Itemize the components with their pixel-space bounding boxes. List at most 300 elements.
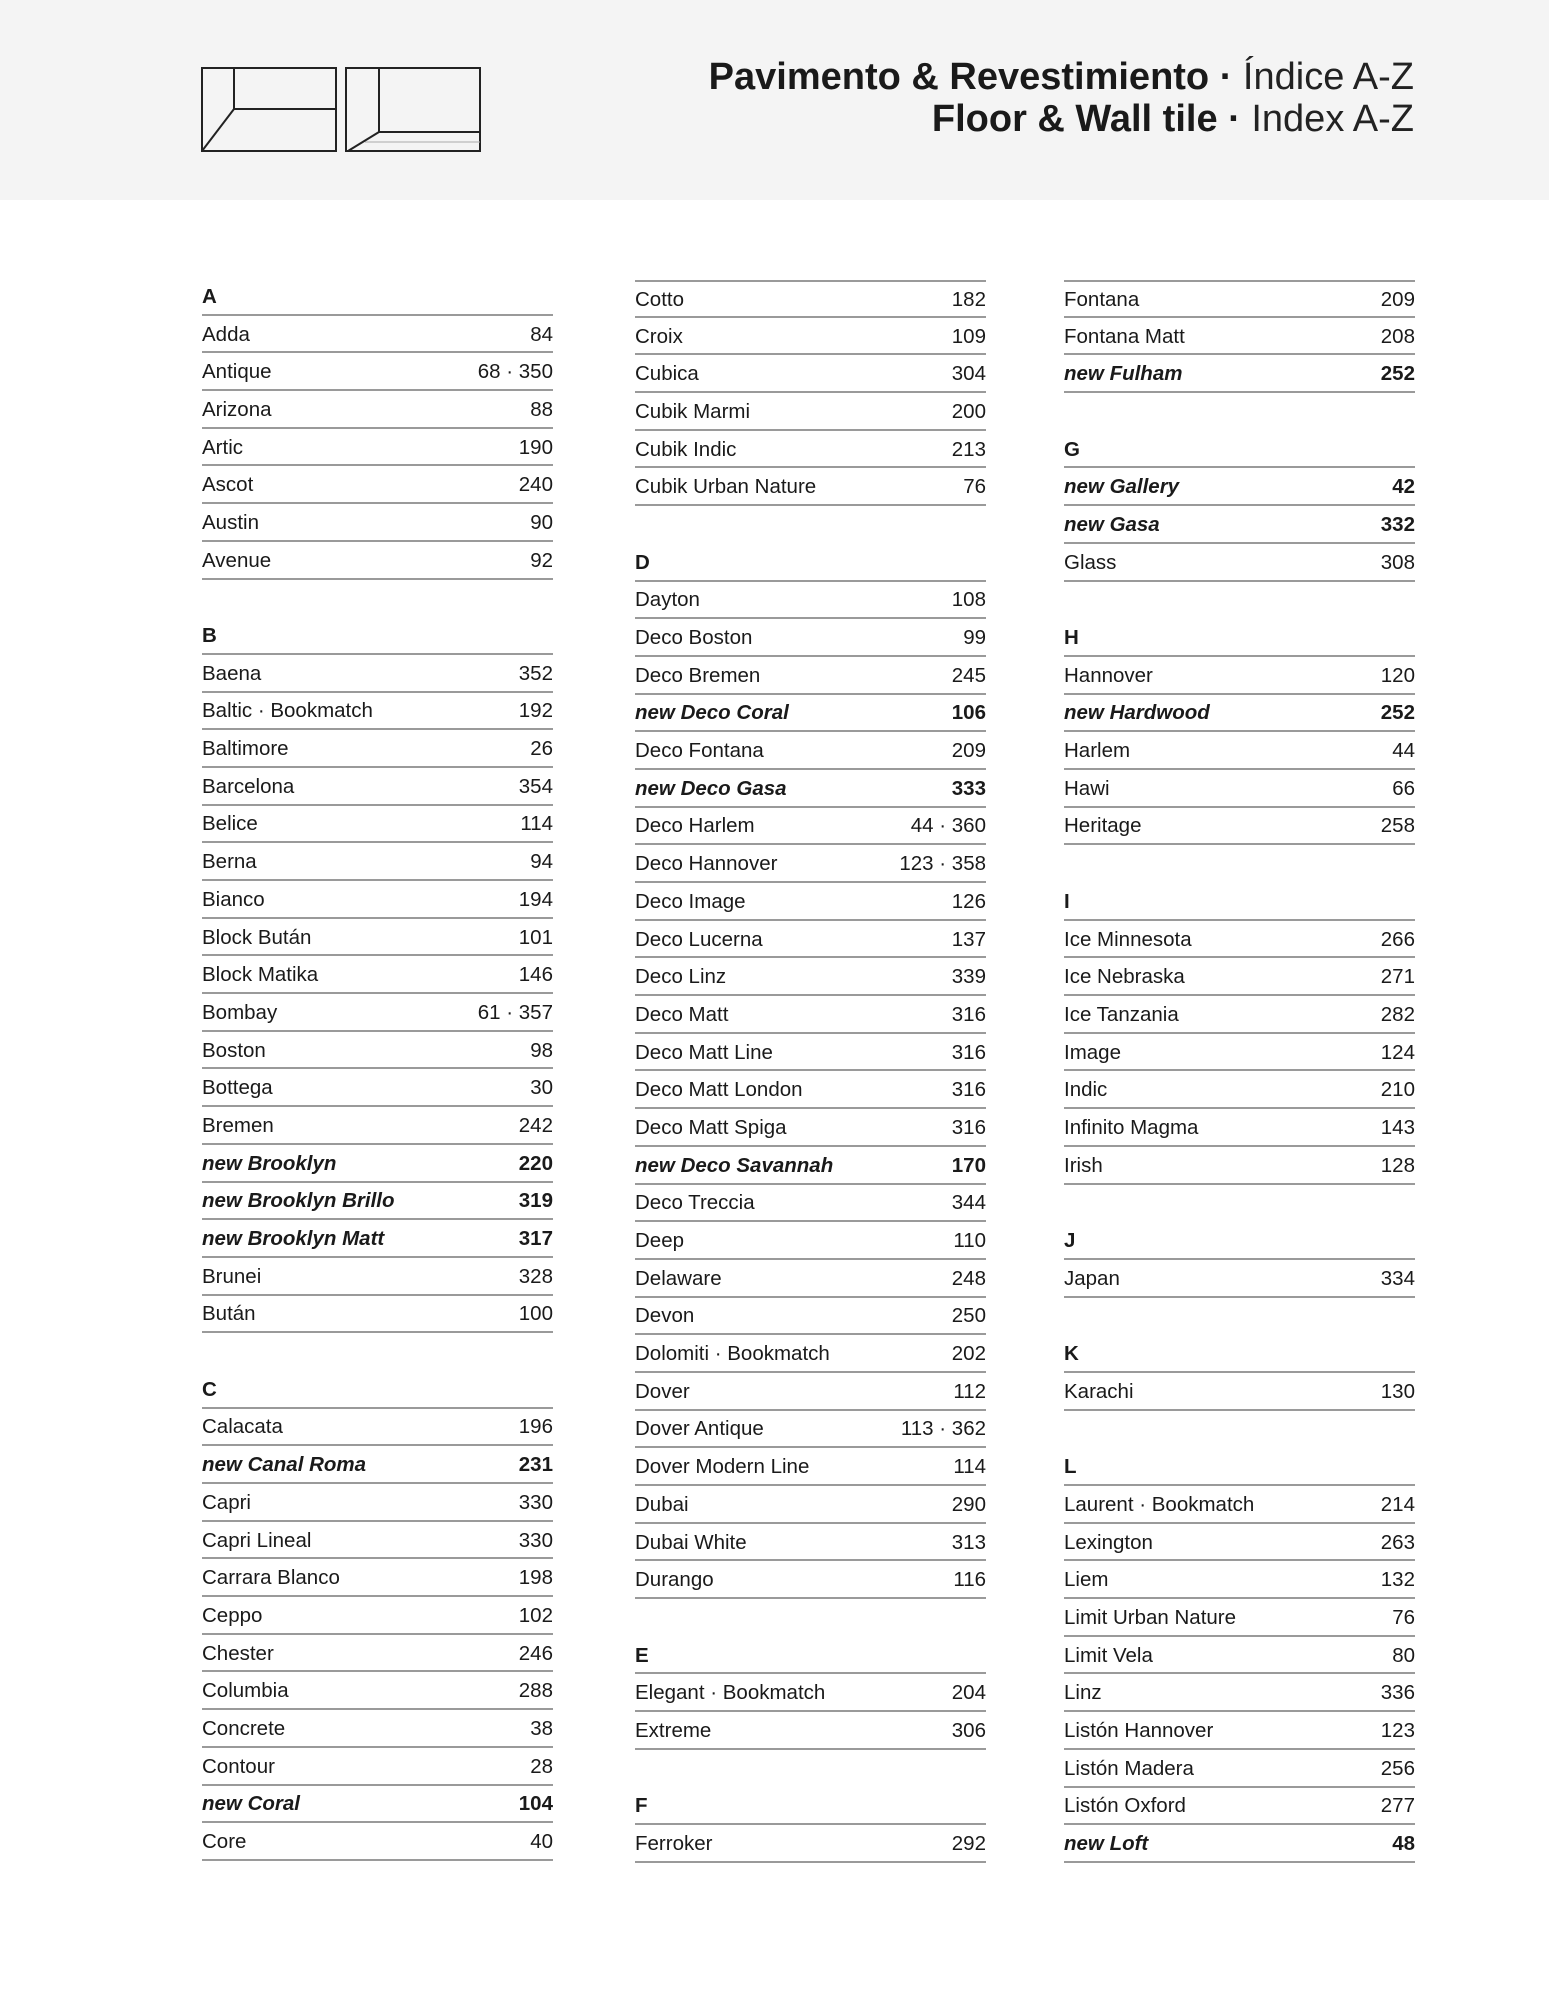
entry-pages: 98 (530, 1038, 553, 1062)
entry-name: Carrara Blanco (202, 1566, 340, 1590)
index-entry (635, 1486, 986, 1524)
index-entry (202, 1183, 553, 1221)
index-entry (1064, 280, 1415, 318)
title-en-main: Floor & Wall tile · (931, 98, 1241, 140)
index-entry (202, 1296, 553, 1334)
index-entry (635, 318, 986, 356)
entry-pages: 290 (951, 1492, 986, 1516)
entry-pages: 196 (518, 1415, 553, 1439)
title-en-sub: Index A-Z (1251, 98, 1414, 140)
entry-pages: 99 (963, 626, 986, 650)
index-entry (202, 1258, 553, 1296)
entry-name: Belice (202, 812, 258, 836)
entry-name: new Hardwood (1064, 701, 1210, 725)
spacer (1064, 845, 1415, 883)
entry-pages: 123 (1380, 1718, 1415, 1742)
entry-name: Baltimore (202, 737, 289, 761)
entry-pages: 220 (518, 1151, 553, 1175)
index-column-3 (1064, 280, 1415, 1863)
index-entry (1064, 657, 1415, 695)
entry-name: new Brooklyn (202, 1151, 337, 1175)
entry-pages: 132 (1380, 1568, 1415, 1592)
index-entry (202, 1107, 553, 1145)
entry-name: Deco Image (635, 889, 746, 913)
index-entry (202, 391, 553, 429)
index-entry (635, 280, 986, 318)
entry-pages: 282 (1380, 1002, 1415, 1026)
entry-name: Lexington (1064, 1530, 1153, 1554)
page-title (709, 56, 1414, 140)
index-entry (635, 1674, 986, 1712)
index-entry (1064, 732, 1415, 770)
entry-name: Durango (635, 1568, 714, 1592)
index-entry (635, 808, 986, 846)
entry-name: Cubik Urban Nature (635, 475, 817, 499)
index-entry (635, 1411, 986, 1449)
entry-name: Adda (202, 322, 250, 346)
entry-name: Croix (635, 324, 683, 348)
spacer (635, 1750, 986, 1788)
index-entry (635, 1034, 986, 1072)
index-column-2 (635, 280, 986, 1863)
index-entry (635, 1561, 986, 1599)
index-entry (635, 996, 986, 1034)
index-entry (202, 1032, 553, 1070)
index-entry (1064, 1712, 1415, 1750)
index-entry (1064, 1637, 1415, 1675)
title-english (709, 98, 1414, 140)
entry-pages: 26 (530, 737, 553, 761)
entry-pages: 80 (1392, 1643, 1415, 1667)
index-entry (635, 657, 986, 695)
entry-name: Baena (202, 661, 262, 685)
entry-name: Extreme (635, 1718, 712, 1742)
entry-pages: 110 (953, 1229, 986, 1253)
index-entry (1064, 355, 1415, 393)
entry-name: Austin (202, 510, 259, 534)
entry-name: Dolomiti · Bookmatch (635, 1342, 830, 1366)
index-entry (635, 355, 986, 393)
index-entry (635, 958, 986, 996)
entry-name: Block Matika (202, 963, 319, 987)
entry-pages: 213 (951, 437, 986, 461)
index-entry (202, 994, 553, 1032)
entry-name: Dubai White (635, 1530, 747, 1554)
entry-pages: 108 (951, 588, 986, 612)
index-entry (1064, 958, 1415, 996)
title-es-sub: Índice A-Z (1242, 56, 1414, 98)
entry-pages: 146 (518, 963, 553, 987)
entry-name: Brunei (202, 1264, 262, 1288)
entry-name: Ceppo (202, 1603, 263, 1627)
entry-pages: 344 (951, 1191, 986, 1215)
index-entry (202, 956, 553, 994)
index-entry (1064, 1109, 1415, 1147)
entry-name: Deco Matt London (635, 1078, 803, 1102)
index-entry (202, 1823, 553, 1861)
entry-pages: 209 (1380, 287, 1415, 311)
title-es-main: Pavimento & Revestimiento · (708, 56, 1233, 98)
entry-name: Listón Oxford (1064, 1794, 1186, 1818)
index-entry (635, 695, 986, 733)
index-entry (202, 1446, 553, 1484)
entry-pages: 38 (530, 1716, 553, 1740)
index-entry (635, 582, 986, 620)
entry-name: Deep (635, 1229, 685, 1253)
index-entry (635, 393, 986, 431)
entry-pages: 92 (530, 548, 553, 572)
entry-name: Limit Vela (1064, 1643, 1153, 1667)
entry-name: Liem (1064, 1568, 1109, 1592)
section-letter: J (1064, 1222, 1415, 1260)
entry-pages: 316 (951, 1078, 986, 1102)
entry-name: Fontana (1064, 287, 1140, 311)
index-entry (635, 1712, 986, 1750)
entry-pages: 252 (1380, 701, 1415, 725)
index-entry (202, 504, 553, 542)
entry-pages: 231 (518, 1453, 553, 1477)
entry-pages: 101 (518, 925, 553, 949)
entry-pages: 120 (1380, 663, 1415, 687)
section-letter: C (202, 1371, 553, 1409)
entry-name: Hawi (1064, 776, 1110, 800)
entry-pages: 209 (951, 739, 986, 763)
entry-name: Contour (202, 1754, 275, 1778)
index-entry (1064, 1071, 1415, 1109)
entry-name: Limit Urban Nature (1064, 1605, 1237, 1629)
entry-pages: 306 (951, 1718, 986, 1742)
index-entry (635, 1185, 986, 1223)
index-entry (1064, 1524, 1415, 1562)
entry-name: Deco Boston (635, 626, 753, 650)
entry-pages: 30 (530, 1076, 553, 1100)
index-entry (635, 1298, 986, 1336)
entry-name: Indic (1064, 1078, 1108, 1102)
entry-name: Deco Linz (635, 965, 727, 989)
index-entry (202, 1069, 553, 1107)
index-entry (1064, 318, 1415, 356)
entry-name: Irish (1064, 1153, 1103, 1177)
entry-name: new Canal Roma (202, 1453, 367, 1477)
entry-pages: 114 (953, 1455, 986, 1479)
entry-name: Capri Lineal (202, 1528, 312, 1552)
entry-name: Karachi (1064, 1379, 1134, 1403)
index-entry (202, 1559, 553, 1597)
entry-name: Dover Antique (635, 1417, 764, 1441)
entry-pages: 271 (1380, 965, 1415, 989)
entry-name: Arizona (202, 397, 272, 421)
index-entry (635, 1071, 986, 1109)
index-entry (202, 1635, 553, 1673)
entry-pages: 352 (518, 661, 553, 685)
entry-name: Deco Lucerna (635, 927, 763, 951)
entry-name: Listón Madera (1064, 1756, 1194, 1780)
index-entry (202, 316, 553, 354)
section-letter: F (635, 1788, 986, 1826)
entry-pages: 102 (518, 1603, 553, 1627)
entry-pages: 113 · 362 (900, 1417, 986, 1441)
entry-name: Fontana Matt (1064, 324, 1185, 348)
index-entry (635, 1147, 986, 1185)
entry-name: Deco Matt (635, 1002, 729, 1026)
spacer (1064, 1185, 1415, 1223)
index-entry (202, 843, 553, 881)
entry-name: Glass (1064, 550, 1117, 574)
entry-name: Ice Tanzania (1064, 1002, 1179, 1026)
entry-pages: 204 (951, 1681, 986, 1705)
entry-name: Dubai (635, 1492, 689, 1516)
entry-name: Dayton (635, 588, 700, 612)
entry-name: Linz (1064, 1681, 1102, 1705)
entry-name: Harlem (1064, 739, 1131, 763)
entry-pages: 330 (518, 1490, 553, 1514)
entry-name: Baltic · Bookmatch (202, 699, 373, 723)
section-letter: A (202, 278, 553, 316)
entry-name: Dover (635, 1379, 690, 1403)
entry-name: new Deco Gasa (635, 776, 787, 800)
entry-pages: 333 (951, 776, 986, 800)
index-entry (635, 921, 986, 959)
entry-name: Columbia (202, 1679, 289, 1703)
index-entry (635, 1825, 986, 1863)
entry-pages: 66 (1392, 776, 1415, 800)
title-spanish (709, 56, 1414, 98)
entry-name: Bottega (202, 1076, 273, 1100)
entry-pages: 263 (1380, 1530, 1415, 1554)
index-entry (1064, 770, 1415, 808)
entry-pages: 252 (1380, 362, 1415, 386)
index-entry (635, 468, 986, 506)
spacer (635, 506, 986, 544)
entry-name: new Gasa (1064, 512, 1160, 536)
index-entry (202, 881, 553, 919)
entry-name: Image (1064, 1040, 1121, 1064)
index-entry (202, 1597, 553, 1635)
entry-pages: 76 (963, 475, 986, 499)
spacer (635, 1599, 986, 1637)
entry-name: new Deco Savannah (635, 1153, 834, 1177)
entry-name: Japan (1064, 1266, 1120, 1290)
index-entry (202, 730, 553, 768)
entry-pages: 248 (951, 1266, 986, 1290)
index-entry (202, 655, 553, 693)
index-entry (202, 1748, 553, 1786)
entry-name: Delaware (635, 1266, 722, 1290)
entry-pages: 316 (951, 1115, 986, 1139)
entry-name: Ice Minnesota (1064, 927, 1192, 951)
index-entry (202, 768, 553, 806)
index-entry (635, 732, 986, 770)
entry-name: new Fulham (1064, 362, 1183, 386)
entry-name: Berna (202, 850, 257, 874)
entry-name: Chester (202, 1641, 274, 1665)
entry-pages: 288 (518, 1679, 553, 1703)
index-entry (635, 1222, 986, 1260)
entry-pages: 100 (518, 1302, 553, 1326)
entry-name: Boston (202, 1038, 266, 1062)
entry-pages: 304 (951, 362, 986, 386)
entry-name: Capri (202, 1490, 251, 1514)
entry-pages: 126 (951, 889, 986, 913)
entry-name: Dover Modern Line (635, 1455, 810, 1479)
index-entry (202, 1522, 553, 1560)
entry-pages: 200 (951, 399, 986, 423)
entry-pages: 61 · 357 (477, 1000, 553, 1024)
entry-name: Cotto (635, 287, 684, 311)
index-entry (1064, 695, 1415, 733)
index-entry (202, 919, 553, 957)
entry-name: new Deco Coral (635, 701, 789, 725)
entry-pages: 124 (1380, 1040, 1415, 1064)
index-entry (635, 1448, 986, 1486)
index-entry (635, 883, 986, 921)
entry-pages: 90 (530, 510, 553, 534)
entry-name: Concrete (202, 1716, 286, 1740)
index-entry (202, 806, 553, 844)
entry-pages: 246 (518, 1641, 553, 1665)
entry-pages: 328 (518, 1264, 553, 1288)
index-entry (635, 431, 986, 469)
index-entry (202, 1220, 553, 1258)
section-letter: H (1064, 619, 1415, 657)
entry-pages: 292 (951, 1832, 986, 1856)
entry-pages: 308 (1380, 550, 1415, 574)
entry-pages: 202 (951, 1342, 986, 1366)
entry-pages: 316 (951, 1002, 986, 1026)
brand-logo-icon (200, 66, 484, 156)
entry-name: Calacata (202, 1415, 283, 1439)
index-entry (1064, 1788, 1415, 1826)
entry-pages: 170 (951, 1153, 986, 1177)
index-entry (635, 1260, 986, 1298)
entry-name: Block Bután (202, 925, 312, 949)
index-entry (1064, 468, 1415, 506)
entry-name: Bianco (202, 887, 265, 911)
entry-pages: 42 (1392, 475, 1415, 499)
index-entry (1064, 1561, 1415, 1599)
entry-pages: 198 (518, 1566, 553, 1590)
entry-pages: 28 (530, 1754, 553, 1778)
entry-name: Cubik Marmi (635, 399, 751, 423)
section-letter: D (635, 544, 986, 582)
entry-pages: 258 (1380, 814, 1415, 838)
entry-pages: 116 (953, 1568, 986, 1592)
index-entry (1064, 1486, 1415, 1524)
entry-pages: 319 (518, 1189, 553, 1213)
entry-name: Listón Hannover (1064, 1718, 1214, 1742)
index-entry (635, 1335, 986, 1373)
entry-name: Deco Harlem (635, 814, 755, 838)
entry-name: new Gallery (1064, 475, 1180, 499)
entry-pages: 112 (953, 1379, 986, 1403)
entry-pages: 210 (1380, 1078, 1415, 1102)
section-letter: I (1064, 883, 1415, 921)
entry-name: new Loft (1064, 1832, 1149, 1856)
section-letter: B (202, 617, 553, 655)
entry-pages: 256 (1380, 1756, 1415, 1780)
spacer (1064, 393, 1415, 431)
index-entry (1064, 506, 1415, 544)
index-entry (1064, 544, 1415, 582)
index-entry (202, 1786, 553, 1824)
entry-name: new Coral (202, 1792, 300, 1816)
index-entry (202, 1710, 553, 1748)
index-column-1 (202, 278, 553, 1861)
entry-name: Deco Treccia (635, 1191, 755, 1215)
index-entry (202, 353, 553, 391)
entry-pages: 84 (530, 322, 553, 346)
index-entry (1064, 1750, 1415, 1788)
entry-pages: 192 (518, 699, 553, 723)
index-entry (202, 429, 553, 467)
entry-pages: 123 · 358 (899, 852, 986, 876)
section-letter: L (1064, 1448, 1415, 1486)
index-entry (202, 1672, 553, 1710)
entry-pages: 245 (951, 663, 986, 687)
index-entry (635, 770, 986, 808)
entry-pages: 190 (518, 435, 553, 459)
index-entry (202, 1484, 553, 1522)
index-entry (1064, 1147, 1415, 1185)
spacer (202, 1333, 553, 1371)
entry-pages: 317 (518, 1227, 553, 1251)
entry-name: Deco Matt Spiga (635, 1115, 787, 1139)
entry-name: Ice Nebraska (1064, 965, 1185, 989)
index-entry (1064, 996, 1415, 1034)
entry-name: Bután (202, 1302, 256, 1326)
entry-pages: 114 (520, 812, 553, 836)
entry-pages: 266 (1380, 927, 1415, 951)
index-entry (635, 1373, 986, 1411)
index-entry (1064, 1674, 1415, 1712)
entry-pages: 76 (1392, 1605, 1415, 1629)
entry-pages: 94 (530, 850, 553, 874)
entry-name: Artic (202, 435, 243, 459)
entry-pages: 106 (951, 701, 986, 725)
entry-pages: 88 (530, 397, 553, 421)
entry-pages: 313 (951, 1530, 986, 1554)
entry-name: Heritage (1064, 814, 1142, 838)
entry-name: Antique (202, 360, 272, 384)
entry-pages: 182 (951, 287, 986, 311)
entry-pages: 336 (1380, 1681, 1415, 1705)
entry-pages: 130 (1380, 1379, 1415, 1403)
entry-name: new Brooklyn Brillo (202, 1189, 395, 1213)
entry-pages: 194 (518, 887, 553, 911)
page-header (0, 0, 1549, 200)
entry-pages: 250 (951, 1304, 986, 1328)
entry-name: Laurent · Bookmatch (1064, 1492, 1255, 1516)
entry-name: Core (202, 1830, 247, 1854)
entry-pages: 109 (951, 324, 986, 348)
index-entry (635, 1524, 986, 1562)
entry-pages: 330 (518, 1528, 553, 1552)
entry-pages: 242 (518, 1113, 553, 1137)
index-entry (635, 845, 986, 883)
index-entry (635, 619, 986, 657)
entry-pages: 354 (518, 774, 553, 798)
index-entry (1064, 1260, 1415, 1298)
index-entry (1064, 1373, 1415, 1411)
entry-name: Deco Bremen (635, 663, 761, 687)
spacer (202, 580, 553, 618)
spacer (1064, 1298, 1415, 1336)
spacer (1064, 1411, 1415, 1449)
index-entry (202, 542, 553, 580)
entry-pages: 104 (518, 1792, 553, 1816)
index-entry (1064, 808, 1415, 846)
entry-pages: 208 (1380, 324, 1415, 348)
